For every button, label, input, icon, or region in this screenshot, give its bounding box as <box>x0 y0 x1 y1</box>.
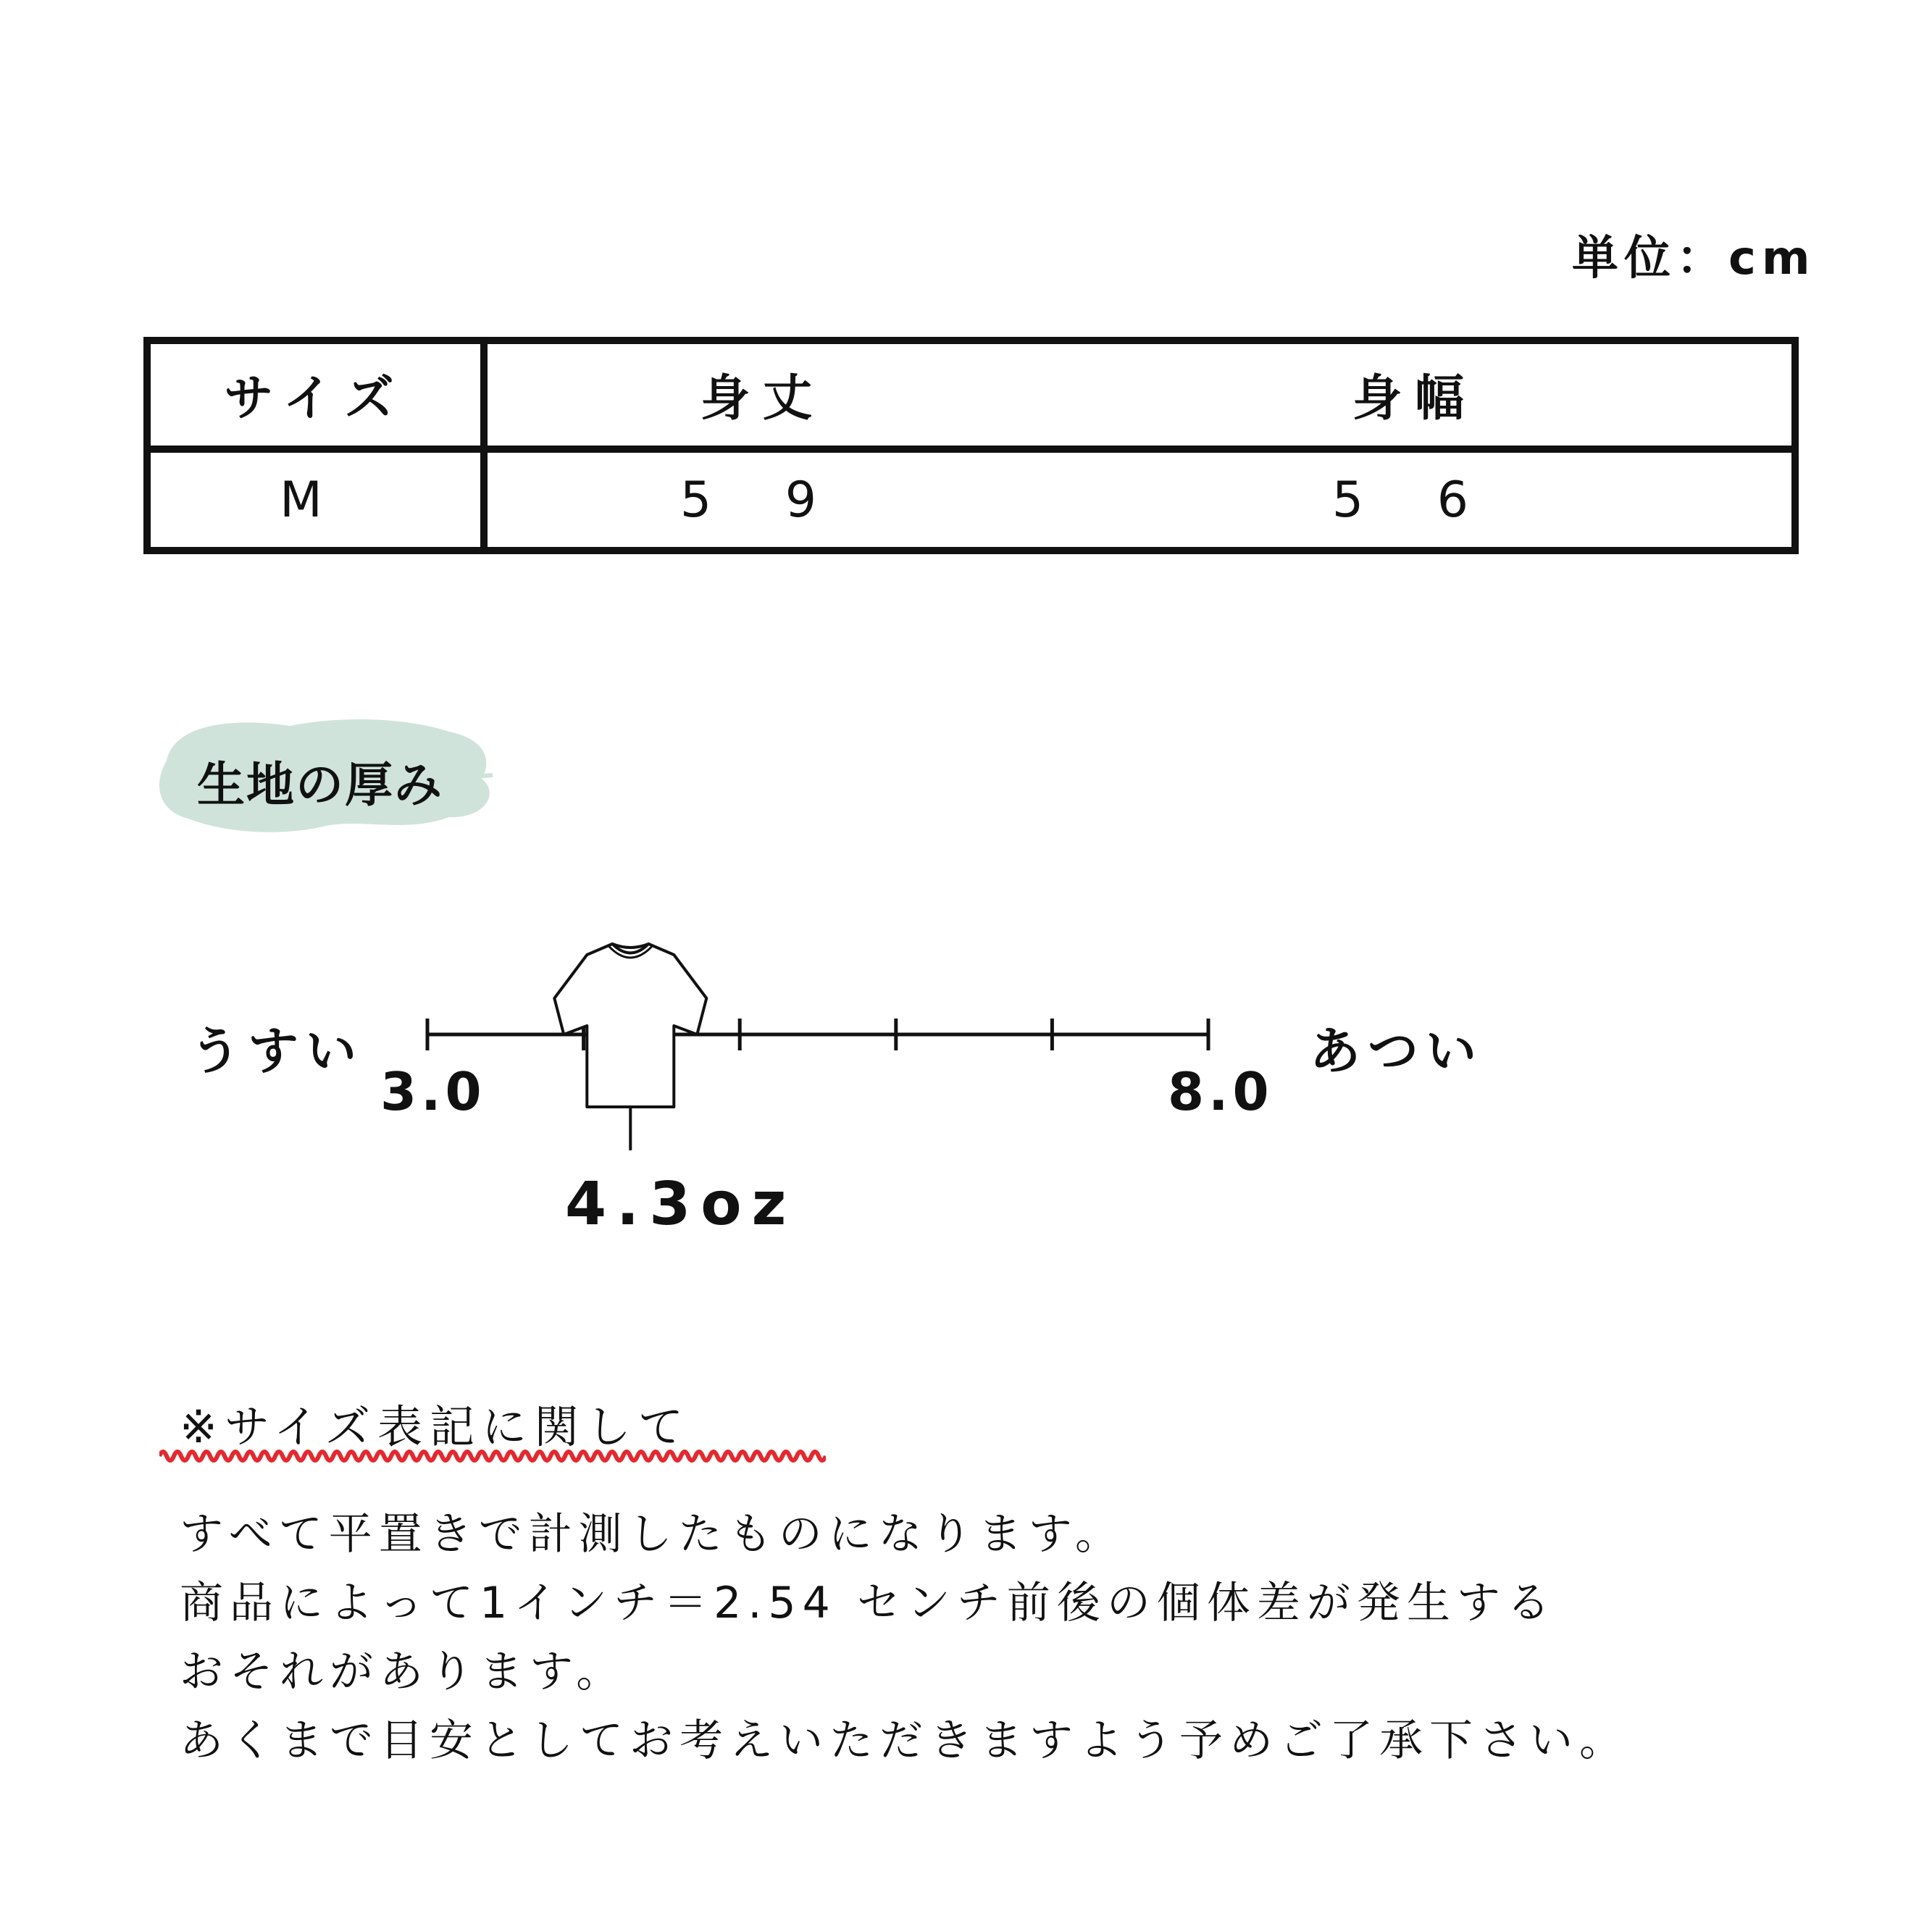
header-size: サイズ <box>224 370 407 427</box>
fabric-weight-label: 4.3oz <box>565 1170 797 1239</box>
thin-label: うすい <box>190 1021 364 1081</box>
note-line-3: おそれがあります。 <box>180 1647 627 1697</box>
scale-max-label: 8.0 <box>1168 1061 1274 1122</box>
header-width: 身幅 <box>1352 370 1477 427</box>
note-title: ※サイズ表記に関して <box>180 1400 690 1453</box>
cell-length-value: 5 9 <box>679 472 846 529</box>
header-length: 身丈 <box>700 370 825 427</box>
note-line-4: あくまで目安としてお考えいただきますよう予めご了承下さい。 <box>180 1715 1629 1766</box>
cell-width-value: 5 6 <box>1331 472 1498 529</box>
scale-min-label: 3.0 <box>380 1061 486 1122</box>
cell-size-m: M <box>280 472 351 529</box>
note-line-2: 商品によって1インチ＝2.54 センチ前後の個体差が発生する <box>180 1578 1557 1628</box>
thick-label: あつい <box>1310 1021 1484 1081</box>
tshirt-icon <box>554 944 706 1150</box>
note-line-1: すべて平置きで計測したものになります。 <box>180 1509 1125 1560</box>
thickness-title: 生地の厚み <box>197 757 443 813</box>
unit-label: 単位：cm <box>1572 232 1816 285</box>
note-title-wavy-underline <box>159 1445 826 1467</box>
